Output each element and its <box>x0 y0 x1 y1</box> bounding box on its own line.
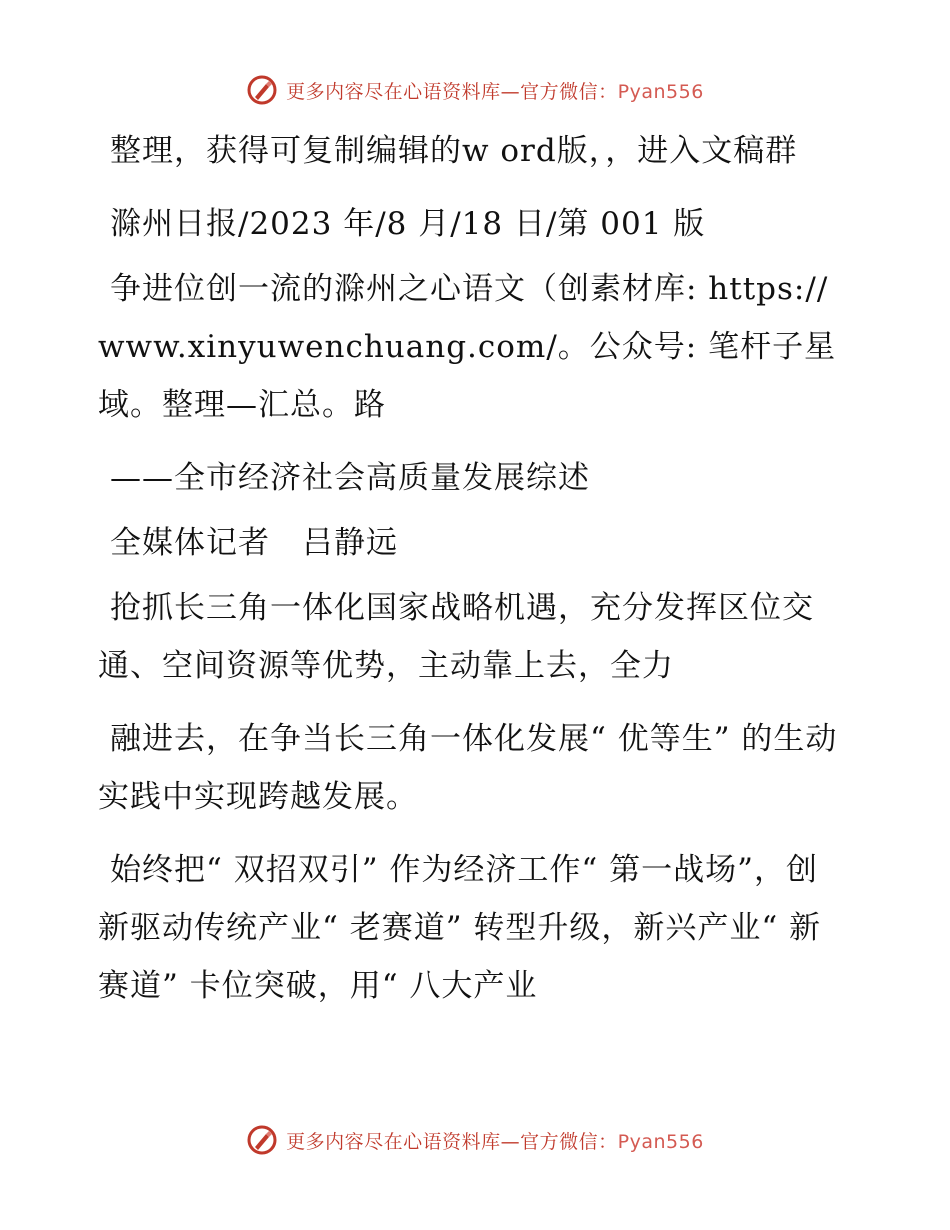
footer-banner <box>0 1120 950 1160</box>
wechat-handle: Pyan556 <box>617 80 704 103</box>
paragraph-subtitle: ——全市经济社会高质量发展综述 <box>110 460 590 496</box>
pen-circle-icon <box>246 74 278 106</box>
banner-text: 更多内容尽在心语资料库—官方微信：Pyan556 <box>286 80 704 103</box>
paragraph-body-1: 抢抓长三角一体化国家战略机遇，充分发挥区位交通、空间资源等优势，主动靠上去，全力 <box>98 590 814 684</box>
paragraph-source: 滁州日报/2023 年/8 月/18 日/第 001 版 <box>110 206 706 242</box>
paragraph-byline: 全媒体记者 吕静远 <box>110 525 398 561</box>
paragraph-intro: 整理，获得可复制编辑的w ord版，，进入文稿群 <box>110 133 798 169</box>
paragraph-body-3: 始终把“ 双招双引” 作为经济工作“ 第一战场”，创新驱动传统产业“ 老赛道” 转型升级，新兴产业“ 新赛道” 卡位突破，用“ 八大产业 <box>98 852 822 1004</box>
paragraph-body-2: 融进去，在争当长三角一体化发展“ 优等生” 的生动实践中实现跨越发展。 <box>98 721 838 815</box>
paragraph-title: 争进位创一流的滁州之心语文（创素材库: https://www.xinyuwenchuang.com/。公众号: 笔杆子星域。整理—汇总。路 <box>98 271 837 423</box>
banner-text: 更多内容尽在心语资料库—官方微信：Pyan556 <box>286 1130 704 1153</box>
document-body <box>98 122 838 1030</box>
pen-circle-icon <box>246 1124 278 1156</box>
header-banner <box>0 70 950 110</box>
wechat-handle: Pyan556 <box>617 1130 704 1153</box>
